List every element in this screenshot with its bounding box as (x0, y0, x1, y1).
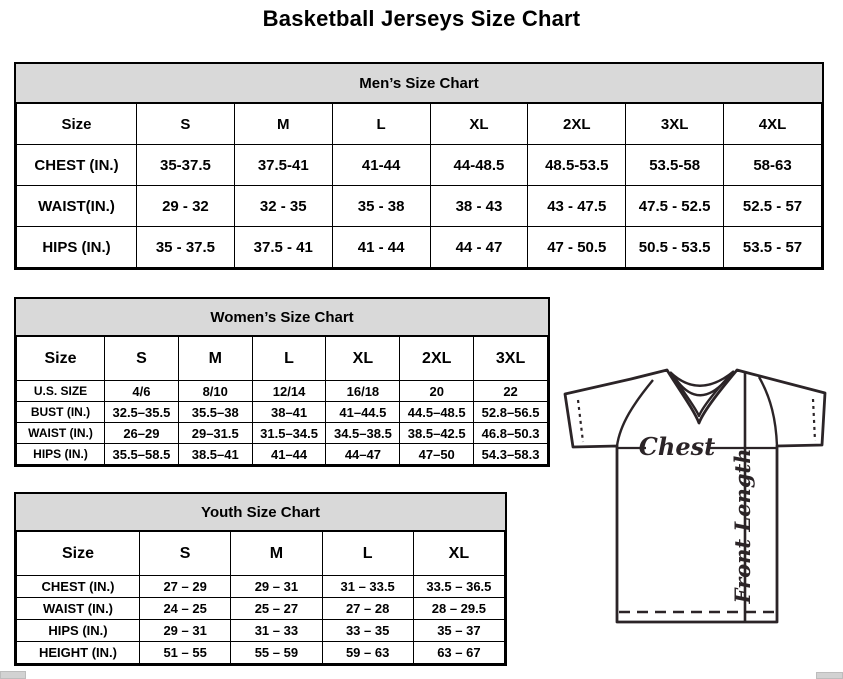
size-value-cell: 35.5–58.5 (105, 444, 179, 465)
size-value-cell: 43 - 47.5 (528, 186, 626, 227)
measurement-row (17, 186, 822, 227)
measurement-row-label: HIPS (IN.) (17, 444, 105, 465)
size-value-cell: 33 – 35 (322, 620, 413, 642)
size-value-cell: 29 – 31 (231, 576, 322, 598)
size-value-cell: 4/6 (105, 381, 179, 402)
size-value-cell: 50.5 - 53.5 (626, 227, 724, 268)
size-value-cell: 41–44 (252, 444, 326, 465)
jersey-measurement-diagram (556, 358, 843, 672)
mens-size-table (16, 103, 822, 268)
size-value-cell: 31 – 33.5 (322, 576, 413, 598)
womens-chart-caption: Women’s Size Chart (16, 299, 548, 336)
measurement-row (17, 576, 505, 598)
measurement-row-label: U.S. SIZE (17, 381, 105, 402)
size-header-cell: S (140, 532, 231, 576)
size-header-cell: S (105, 337, 179, 381)
measurement-row (17, 402, 548, 423)
right-cuff-dashed-line (813, 399, 815, 441)
size-value-cell: 26–29 (105, 423, 179, 444)
size-header-cell: M (178, 337, 252, 381)
size-value-cell: 59 – 63 (322, 642, 413, 664)
size-value-cell: 44–47 (326, 444, 400, 465)
measurement-row-label: WAIST (IN.) (17, 423, 105, 444)
size-value-cell: 53.5 - 57 (724, 227, 822, 268)
measurement-row-label: BUST (IN.) (17, 402, 105, 423)
size-value-cell: 37.5-41 (234, 145, 332, 186)
size-value-cell: 16/18 (326, 381, 400, 402)
front-length-label: Front Length (730, 448, 755, 604)
womens-size-table (16, 336, 548, 465)
size-header-cell: S (137, 104, 235, 145)
size-value-cell: 41-44 (332, 145, 430, 186)
size-header-cell: L (332, 104, 430, 145)
size-header-cell: 2XL (528, 104, 626, 145)
size-value-cell: 38.5–42.5 (400, 423, 474, 444)
size-value-cell: 41 - 44 (332, 227, 430, 268)
measurement-row-label: CHEST (IN.) (17, 145, 137, 186)
size-value-cell: 41–44.5 (326, 402, 400, 423)
measurement-row (17, 423, 548, 444)
size-value-cell: 35.5–38 (178, 402, 252, 423)
size-header-cell: L (322, 532, 413, 576)
measurement-row-label: WAIST (IN.) (17, 598, 140, 620)
size-value-cell: 8/10 (178, 381, 252, 402)
page-title: Basketball Jerseys Size Chart (262, 6, 581, 31)
size-header-cell: XL (326, 337, 400, 381)
mens-size-chart (14, 62, 824, 270)
size-value-cell: 52.5 - 57 (724, 186, 822, 227)
size-value-cell: 20 (400, 381, 474, 402)
size-value-cell: 35 – 37 (413, 620, 504, 642)
size-header-cell: 2XL (400, 337, 474, 381)
size-value-cell: 35 - 37.5 (137, 227, 235, 268)
size-value-cell: 47.5 - 52.5 (626, 186, 724, 227)
size-column-label: Size (17, 104, 137, 145)
size-value-cell: 31.5–34.5 (252, 423, 326, 444)
size-value-cell: 58-63 (724, 145, 822, 186)
youth-chart-caption: Youth Size Chart (16, 494, 505, 531)
size-value-cell: 47 - 50.5 (528, 227, 626, 268)
size-value-cell: 22 (474, 381, 548, 402)
size-value-cell: 38 - 43 (430, 186, 528, 227)
measurement-row (17, 642, 505, 664)
size-value-cell: 55 – 59 (231, 642, 322, 664)
size-header-cell: M (231, 532, 322, 576)
size-header-row (17, 532, 505, 576)
size-header-row (17, 104, 822, 145)
measurement-row-label: CHEST (IN.) (17, 576, 140, 598)
size-header-cell: 3XL (626, 104, 724, 145)
size-value-cell: 32 - 35 (234, 186, 332, 227)
right-sleeve-seam (759, 377, 777, 446)
size-value-cell: 29 – 31 (140, 620, 231, 642)
size-value-cell: 32.5–35.5 (105, 402, 179, 423)
measurement-row (17, 381, 548, 402)
size-column-label: Size (17, 337, 105, 381)
size-value-cell: 53.5-58 (626, 145, 724, 186)
size-value-cell: 12/14 (252, 381, 326, 402)
size-header-cell: L (252, 337, 326, 381)
size-value-cell: 29 - 32 (137, 186, 235, 227)
size-value-cell: 37.5 - 41 (234, 227, 332, 268)
size-header-cell: 4XL (724, 104, 822, 145)
horizontal-scrollbar-thumb-right[interactable] (816, 672, 843, 679)
measurement-row-label: HEIGHT (IN.) (17, 642, 140, 664)
size-value-cell: 38–41 (252, 402, 326, 423)
youth-size-chart (14, 492, 507, 666)
size-value-cell: 47–50 (400, 444, 474, 465)
size-value-cell: 28 – 29.5 (413, 598, 504, 620)
size-column-label: Size (17, 532, 140, 576)
youth-size-table (16, 531, 505, 664)
size-value-cell: 48.5-53.5 (528, 145, 626, 186)
size-value-cell: 29–31.5 (178, 423, 252, 444)
womens-size-chart (14, 297, 550, 467)
size-value-cell: 31 – 33 (231, 620, 322, 642)
measurement-row (17, 598, 505, 620)
size-value-cell: 52.8–56.5 (474, 402, 548, 423)
size-header-row (17, 337, 548, 381)
size-value-cell: 34.5–38.5 (326, 423, 400, 444)
size-value-cell: 38.5–41 (178, 444, 252, 465)
size-value-cell: 27 – 28 (322, 598, 413, 620)
size-value-cell: 63 – 67 (413, 642, 504, 664)
size-value-cell: 44-48.5 (430, 145, 528, 186)
measurement-row (17, 620, 505, 642)
size-value-cell: 54.3–58.3 (474, 444, 548, 465)
measurement-row (17, 444, 548, 465)
size-value-cell: 35-37.5 (137, 145, 235, 186)
chest-measure-label: Chest (638, 432, 716, 461)
left-cuff-dashed-line (578, 400, 583, 442)
mens-chart-caption: Men’s Size Chart (16, 64, 822, 103)
size-value-cell: 24 – 25 (140, 598, 231, 620)
size-value-cell: 25 – 27 (231, 598, 322, 620)
measurement-row-label: HIPS (IN.) (17, 620, 140, 642)
size-header-cell: XL (413, 532, 504, 576)
size-header-cell: XL (430, 104, 528, 145)
measurement-row (17, 145, 822, 186)
size-value-cell: 33.5 – 36.5 (413, 576, 504, 598)
measurement-row-label: WAIST(IN.) (17, 186, 137, 227)
size-value-cell: 46.8–50.3 (474, 423, 548, 444)
size-value-cell: 51 – 55 (140, 642, 231, 664)
size-header-cell: 3XL (474, 337, 548, 381)
horizontal-scrollbar-thumb-left[interactable] (0, 671, 26, 679)
size-header-cell: M (234, 104, 332, 145)
size-value-cell: 44 - 47 (430, 227, 528, 268)
measurement-row (17, 227, 822, 268)
size-value-cell: 35 - 38 (332, 186, 430, 227)
size-value-cell: 44.5–48.5 (400, 402, 474, 423)
measurement-row-label: HIPS (IN.) (17, 227, 137, 268)
size-value-cell: 27 – 29 (140, 576, 231, 598)
